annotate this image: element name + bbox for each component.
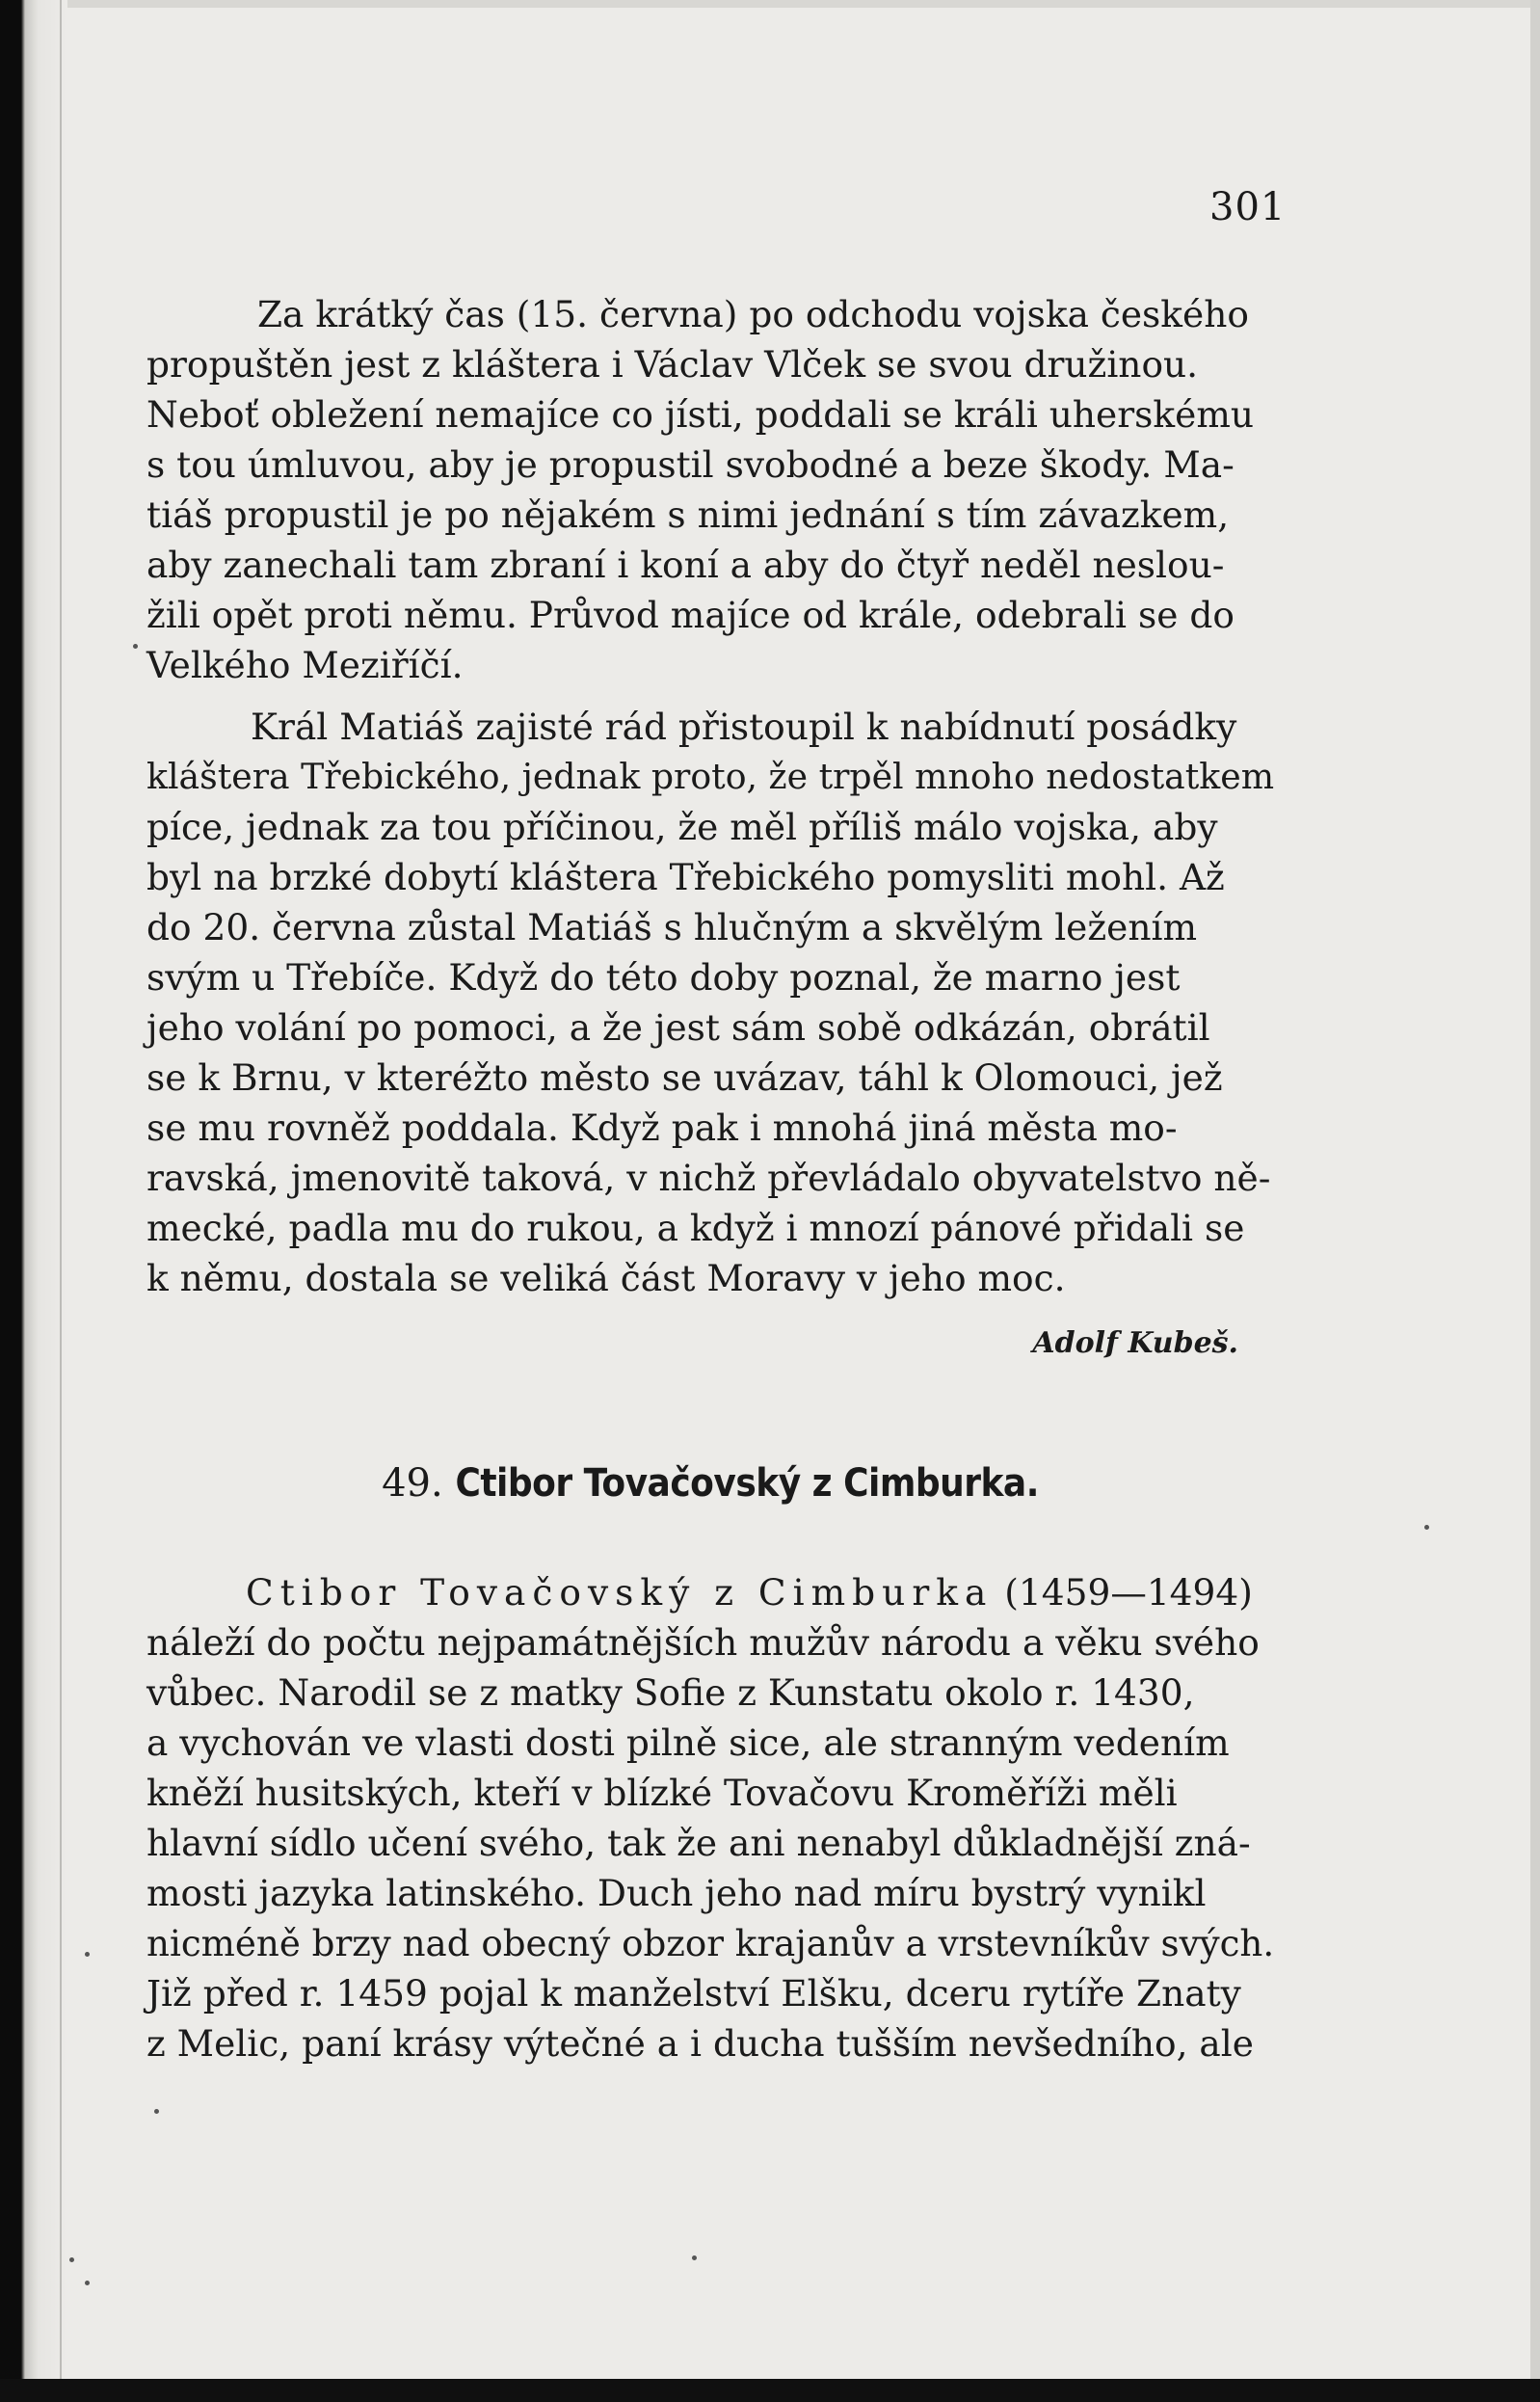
scan-speck [1424,1525,1429,1530]
page-number: 301 [1209,185,1287,229]
scan-speck [154,2109,159,2114]
section-title: Ctibor Tovačovský z Cimburka. [455,1461,1039,1506]
text-line: nicméně brzy nad obecný obzor krajanův a vrstevníkův svých. [146,1922,1275,1964]
spaced-name: Ctibor Tovačovský z Cimburka [246,1571,994,1614]
paragraph-king-matthias [146,702,1274,1303]
text-line: se mu rovněž poddala. Když pak i mnohá jiná města mo- [146,1107,1178,1149]
text-line: aby zanechali tam zbraní i koní a aby do čtyř neděl neslou- [146,544,1225,586]
text-line: svým u Třebíče. Když do této doby poznal, že marno jest [146,956,1181,999]
text-line: jeho volání po pomoci, a že jest sám sobě odkázán, obrátil [146,1006,1210,1049]
book-spine-shadow [0,0,67,2402]
text-line: z Melic, paní krásy výtečné a i ducha tušším nevšedního, ale [146,2022,1254,2065]
text-line: Neboť obležení nemajíce co jísti, poddali se králi uherskému [146,393,1255,436]
page-right-edge [1530,0,1540,2402]
section-heading [146,1461,1274,1506]
scan-speck [69,2257,74,2262]
text-line: Velkého Meziříčí. [146,644,464,686]
text-line: a vychován ve vlasti dosti pilně sice, ale stranným vedením [146,1721,1230,1764]
scan-speck [85,2281,90,2285]
text-line: byl na brzké dobytí kláštera Třebického pomysliti mohl. Až [146,856,1225,898]
text-line: mosti jazyka latinského. Duch jeho nad míru bystrý vynikl [146,1872,1207,1914]
text-line: do 20. června zůstal Matiáš s hlučným a skvělým ležením [146,906,1198,948]
text-line: Již před r. 1459 pojal k manželství Elšku, dceru rytíře Znaty [146,1972,1241,2015]
years-span: (1459—1494) [993,1571,1253,1614]
text-line-first [146,1567,1274,1617]
text-line: píce, jednak za tou příčinou, že měl příliš málo vojska, aby [146,806,1218,848]
scan-speck [692,2255,697,2260]
scan-speck [85,1952,90,1957]
text-line: tiáš propustil je po nějakém s nimi jednání s tím závazkem, [146,494,1230,536]
text-line: ravská, jmenovitě taková, v nichž převládalo obyvatelstvo ně- [146,1157,1271,1199]
paragraph-retreat [146,289,1274,690]
author-signature: Adolf Kubeš. [1032,1326,1238,1360]
text-line: k němu, dostala se veliká část Moravy v jeho moc. [146,1257,1066,1299]
text-line: žili opět proti němu. Průvod majíce od krále, odebrali se do [146,594,1235,636]
text-line: Za krátký čas (15. června) po odchodu vojska českého [257,293,1249,335]
text-line: kněží husitských, kteří v blízké Tovačovu Kroměříži měli [146,1772,1178,1814]
text-line: náleží do počtu nejpamátnějších mužův národu a věku svého [146,1621,1260,1664]
text-line: propuštěn jest z kláštera i Václav Vlček se svou družinou. [146,343,1199,386]
text-line: Král Matiáš zajisté rád přistoupil k nabídnutí posádky [251,706,1237,748]
scan-speck [133,644,138,649]
text-line: hlavní sídlo učení svého, tak že ani nenabyl důkladnější zná- [146,1822,1251,1864]
text-line: s tou úmluvou, aby je propustil svobodné a beze škody. Ma- [146,443,1235,486]
page-top-edge [0,0,1540,8]
paragraph-ctibor [146,1567,1274,2068]
text-line: kláštera Třebického, jednak proto, že trpěl mnoho nedostatkem [146,756,1275,797]
text-line: se k Brnu, v kteréžto město se uvázav, táhl k Olomouci, jež [146,1056,1223,1099]
text-line: mecké, padla mu do rukou, a když i mnozí pánové přidali se [146,1207,1245,1249]
scan-bottom-border [0,2379,1540,2402]
page-gutter-line [60,0,62,2402]
text-line: vůbec. Narodil se z matky Sofie z Kunstatu okolo r. 1430, [146,1671,1195,1714]
section-number: 49. [382,1461,443,1506]
